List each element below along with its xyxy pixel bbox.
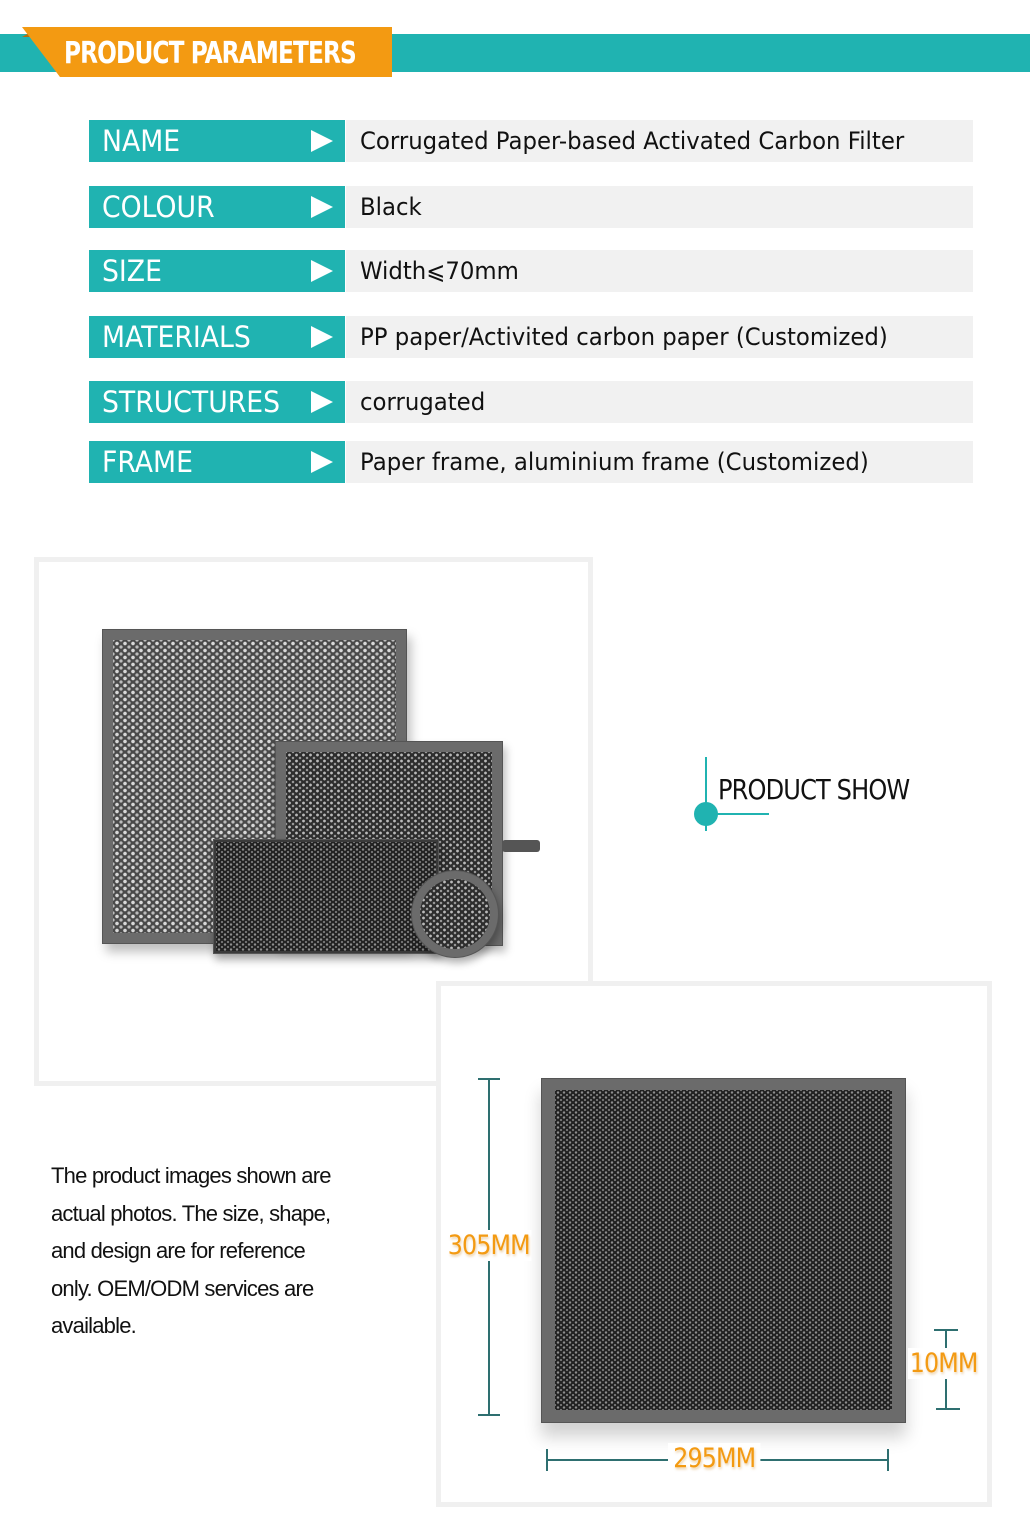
play-arrow-icon [311,130,333,152]
param-value [346,316,973,358]
param-label [89,186,345,228]
heading-accent-dot-icon [694,802,718,826]
param-label-text: COLOUR [102,190,215,224]
disclaimer-text: The product images shown are actual photos. The size, shape, and design are for reference only. OEM/ODM services are available. [51,1163,331,1338]
filter-mesh [420,879,490,949]
height-dimension-label: 305MM [447,1230,530,1261]
param-label-text: SIZE [102,254,162,288]
param-value-text: Corrugated Paper-based Activated Carbon Filter [360,127,905,155]
thickness-dimension-label: 10MM [909,1348,978,1379]
play-arrow-icon [311,451,333,473]
width-dimension-label: 295MM [668,1443,761,1474]
param-label-text: MATERIALS [102,320,251,354]
small-filter [213,839,439,954]
play-arrow-icon [311,260,333,282]
param-row-materials [89,316,973,358]
filter-mesh [555,1090,892,1410]
page-title: PRODUCT PARAMETERS [64,36,356,71]
width-dimension-cap-right [887,1449,889,1471]
product-show-heading [694,757,934,833]
param-label-text: FRAME [102,445,193,479]
play-arrow-icon [311,196,333,218]
filter-mesh [216,842,436,951]
param-label-text: NAME [102,124,181,158]
play-arrow-icon [311,391,333,413]
param-value [346,120,973,162]
param-value-text: PP paper/Activited carbon paper (Customized) [360,323,888,351]
play-arrow-icon [311,326,333,348]
param-row-structures [89,381,973,423]
round-filter [411,870,499,958]
param-label [89,316,345,358]
param-value-text: Width⩽70mm [360,257,519,285]
filter-assortment-photo [95,622,555,967]
param-row-name [89,120,973,162]
thickness-dimension-cap-bottom [936,1408,960,1410]
param-row-colour [89,186,973,228]
dimensioned-filter-photo [541,1078,906,1423]
param-value-text: corrugated [360,388,486,416]
param-value [346,186,973,228]
param-row-size [89,250,973,292]
param-label [89,250,345,292]
param-label [89,120,345,162]
param-label [89,381,345,423]
height-dimension-cap-bottom [478,1414,500,1416]
param-label [89,441,345,483]
param-row-frame [89,441,973,483]
param-label-text: STRUCTURES [102,385,281,419]
param-value [346,441,973,483]
param-value-text: Black [360,193,422,221]
param-value [346,250,973,292]
product-show-title: PRODUCT SHOW [718,773,910,806]
param-value-text: Paper frame, aluminium frame (Customized) [360,448,869,476]
filter-pull-tab [502,840,540,852]
param-value [346,381,973,423]
